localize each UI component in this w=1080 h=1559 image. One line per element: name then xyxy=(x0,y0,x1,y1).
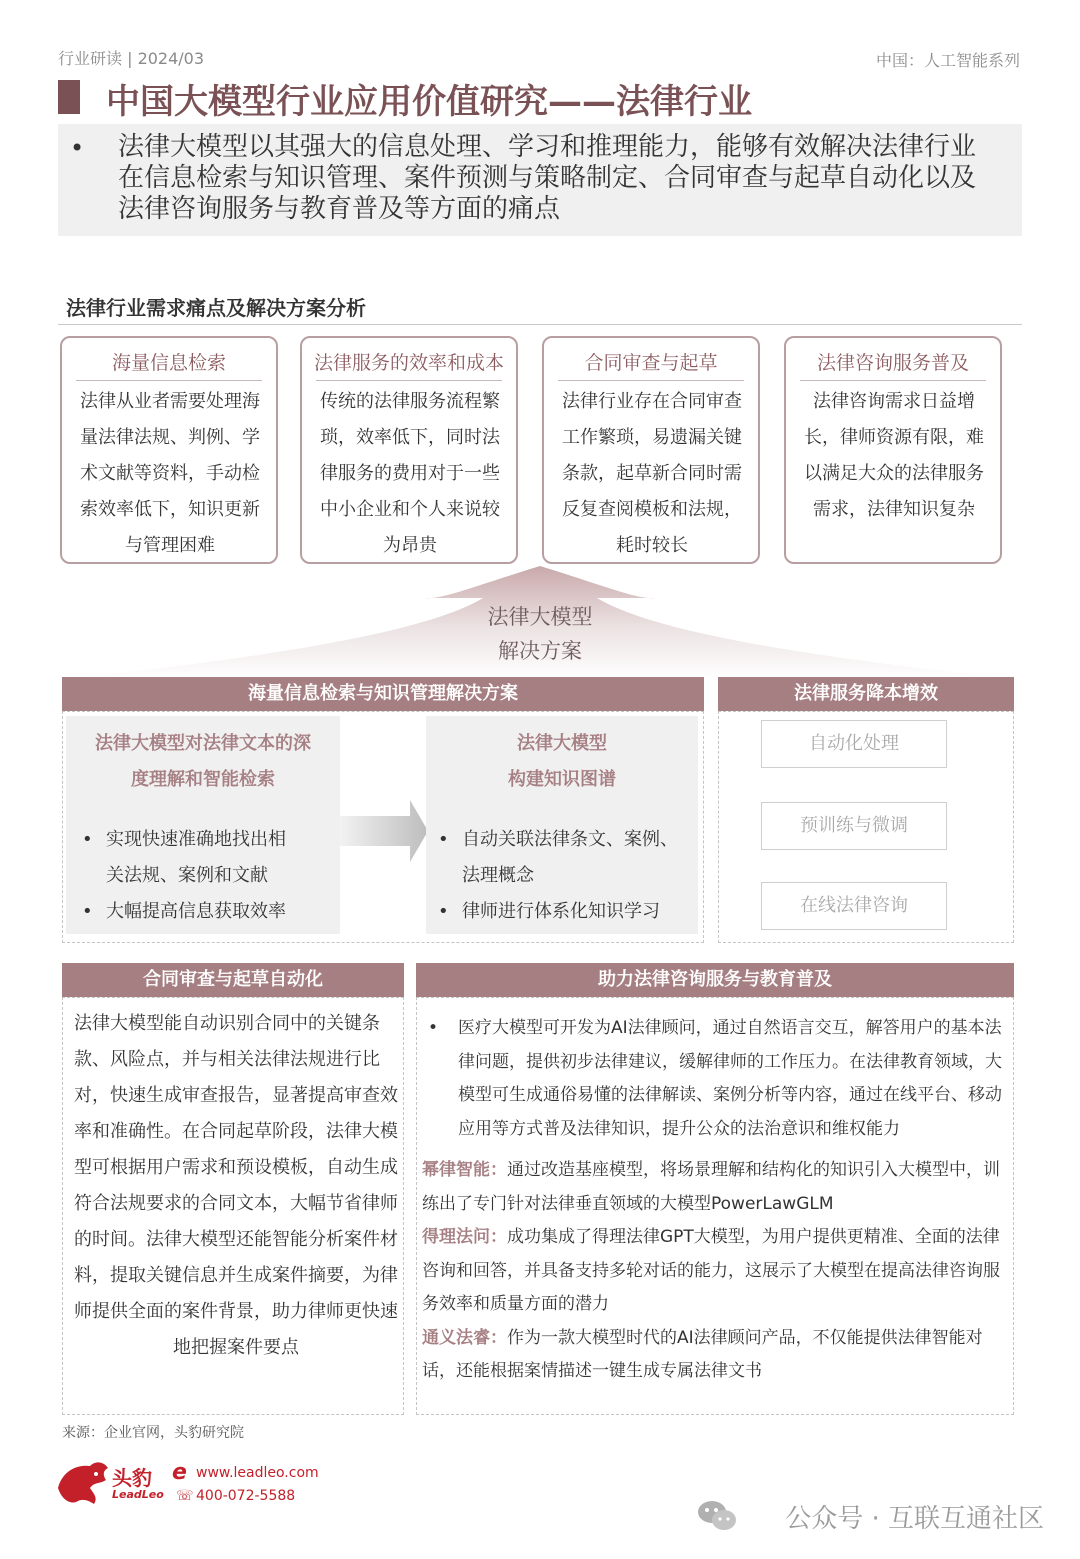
pain-point-text: 传统的法律服务流程繁琐，效率低下，同时法律服务的费用对于一些中小企业和个人来说较为昂贵 xyxy=(320,391,500,556)
pain-point-card xyxy=(300,336,518,564)
summary-text: 法律大模型以其强大的信息处理、学习和推理能力，能够有效解决法律行业在信息检索与知识管理、案件预测与策略制定、合同审查与起草自动化以及法律咨询服务与教育普及等方面的痛点 xyxy=(118,132,977,224)
solution-arrow-line1: 法律大模型 xyxy=(487,605,593,629)
page-title: 中国大模型行业应用价值研究——法律行业 xyxy=(106,82,752,122)
pain-point-title: 法律服务的效率和成本 xyxy=(313,352,504,374)
series-tag: 中国：人工智能系列 xyxy=(875,51,1020,70)
pain-point-text: 法律咨询需求日益增长，律师资源有限，难以满足大众的法律服务需求，法律知识复杂 xyxy=(804,391,984,520)
knowledge-graph-title-line1: 法律大模型 xyxy=(517,733,607,754)
case-powerlaw: 幂律智能：通过改造基座模型，将场景理解和结构化的知识引入大模型中，训练出了专门针对法律垂直领域的大模型PowerLawGLM xyxy=(422,1160,1000,1214)
wechat-icon xyxy=(696,1498,738,1534)
brand-english: LeadLeo xyxy=(112,1488,164,1501)
deep-understanding-title-line1: 法律大模型对法律文本的深 xyxy=(95,733,311,754)
pain-point-card xyxy=(542,336,760,564)
phone-number: 400-072-5588 xyxy=(196,1488,296,1504)
cost-reduction-header: 法律服务降本增效 xyxy=(718,677,1014,711)
website-link[interactable]: www.leadleo.com xyxy=(196,1465,319,1481)
pain-point-divider xyxy=(558,380,744,381)
consulting-education-header: 助力法律咨询服务与教育普及 xyxy=(416,963,1014,997)
leadleo-logo-icon xyxy=(54,1458,110,1506)
list-item: • 自动关联法律条文、案例、 法理概念 xyxy=(438,829,678,886)
knowledge-graph-bullets xyxy=(434,822,704,930)
pain-point-title: 法律咨询服务普及 xyxy=(816,352,969,374)
pain-point-text: 法律行业存在合同审查工作繁琐，易遗漏关键条款，起草新合同时需反复查阅模板和法规，耗时较长 xyxy=(562,391,742,556)
summary-bullet: • xyxy=(70,134,85,162)
knowledge-graph-title-line2: 构建知识图谱 xyxy=(508,769,616,790)
wechat-account-label: 公众号 · 互联互通社区 xyxy=(785,1504,1044,1534)
pain-point-text: 法律从业者需要处理海量法律法规、判例、学术文献等资料，手动检索效率低下，知识更新与管理困难 xyxy=(80,391,260,556)
pretrain-finetune-item: 预训练与微调 xyxy=(761,802,947,850)
online-consult-item: 在线法律咨询 xyxy=(761,882,947,930)
list-item: • 大幅提高信息获取效率 xyxy=(82,901,286,922)
pain-point-title: 合同审查与起草 xyxy=(584,352,718,374)
solution-arrow-line2: 解决方案 xyxy=(498,639,582,663)
source-note: 来源：企业官网，头豹研究院 xyxy=(62,1425,244,1441)
pain-point-card xyxy=(60,336,278,564)
brand-name: 头豹 xyxy=(112,1466,152,1490)
title-accent-bar xyxy=(58,80,80,114)
pain-point-card xyxy=(784,336,1002,564)
list-item: • 医疗大模型可开发为AI法律顾问，通过自然语言交互，解答用户的基本法律问题，提供初步法律建议，缓解律师的工作压力。在法律教育领域，大模型可生成通俗易懂的法律解读、案例分析等内容，通过在线平台、移动应用等方式普及法律知识，提升公众的法治意识和维权能力 xyxy=(428,1018,1002,1139)
report-tag: 行业研读 | 2024/03 xyxy=(58,49,205,68)
consulting-education-content xyxy=(422,1012,1012,1389)
pain-point-divider xyxy=(76,380,262,381)
list-item: • 实现快速准确地找出相 关法规、案例和文献 xyxy=(82,829,286,886)
retrieval-solution-header: 海量信息检索与知识管理解决方案 xyxy=(62,677,704,711)
automation-item: 自动化处理 xyxy=(761,720,947,768)
pain-point-divider xyxy=(316,380,502,381)
section-title: 法律行业需求痛点及解决方案分析 xyxy=(66,296,366,320)
phone-icon: ☏ xyxy=(176,1488,194,1504)
contract-automation-text: 法律大模型能自动识别合同中的关键条款、风险点，并与相关法律法规进行比对，快速生成审查报告，显著提高审查效率和准确性。在合同起草阶段，法律大模型可根据用户需求和预设模板，自动生成符合法规要求的合同文本，大幅节省律师的时间。法律大模型还能智能分析案件材料，提取关键信息并生成案件摘要，为律师提供全面的案件背景，助力律师更快速 地把握案件要点 xyxy=(74,1013,398,1358)
pain-point-divider xyxy=(800,380,986,381)
deep-understanding-title-line2: 度理解和智能检索 xyxy=(131,769,275,790)
section-divider xyxy=(58,324,1022,325)
list-item: • 律师进行体系化知识学习 xyxy=(438,901,660,922)
e-logo-icon: e xyxy=(172,1460,187,1485)
pain-point-title: 海量信息检索 xyxy=(111,352,226,374)
contract-automation-header: 合同审查与起草自动化 xyxy=(62,963,404,997)
case-tongyi: 通义法睿：作为一款大模型时代的AI法律顾问产品，不仅能提供法律智能对话，还能根据案情描述一键生成专属法律文书 xyxy=(422,1327,983,1381)
case-deli: 得理法问：成功集成了得理法律GPT大模型，为用户提供更精准、全面的法律咨询和回答，并具备支持多轮对话的能力，这展示了大模型在提高法律咨询服务效率和质量方面的潜力 xyxy=(422,1227,1000,1314)
right-arrow-icon xyxy=(340,798,428,864)
